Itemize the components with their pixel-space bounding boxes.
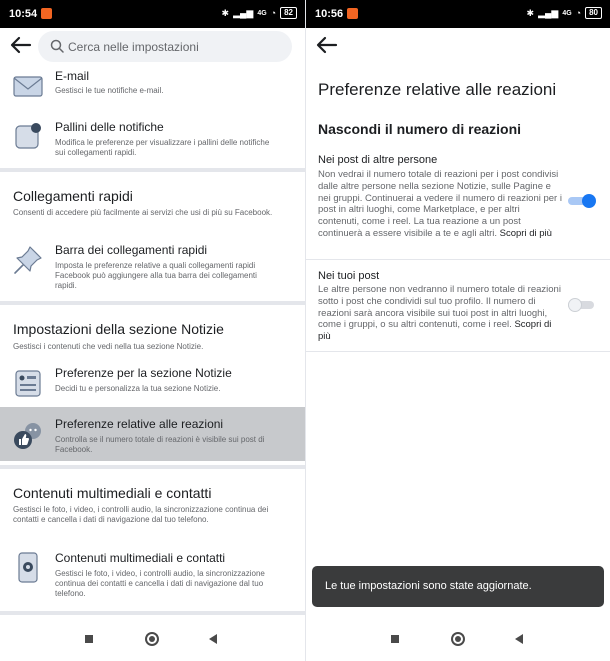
status-time: 10:54 <box>9 8 38 20</box>
toast-message: Le tue impostazioni sono state aggiornate. <box>325 580 532 592</box>
bluetooth-icon: ✱ <box>526 7 535 18</box>
reactions-icon <box>12 419 44 451</box>
reaction-preferences-title: Preferenze relative alle reazioni <box>55 417 224 431</box>
search-icon <box>50 39 64 53</box>
network-type: 4G <box>257 9 267 17</box>
battery-icon: 82 <box>280 7 297 19</box>
notification-dot-icon <box>12 120 44 152</box>
reaction-preferences-item[interactable] <box>0 407 305 461</box>
android-nav-bar <box>0 617 305 661</box>
status-icons <box>527 7 602 19</box>
reaction-preferences-pane <box>306 0 610 661</box>
section-divider <box>0 168 305 172</box>
shortcuts-section-title: Collegamenti rapidi <box>13 188 133 204</box>
media-section-desc: Gestisci le foto, i video, i controlli audio, la sincronizzazione continua dei contatti e cancella i dati di navigazione dal tuo telefono. <box>13 505 269 524</box>
status-icons <box>222 7 297 19</box>
media-contacts-desc: Gestisci le foto, i video, i controlli audio, la sincronizzazione continua dei contatti e cancella i dati di navigazione dal tuo telefono. <box>55 569 265 598</box>
news-section-desc: Gestisci i contenuti che vedi nella tua sezione Notizie. <box>13 342 204 351</box>
your-posts-toggle[interactable] <box>568 298 596 312</box>
others-posts-description <box>318 169 563 240</box>
recent-apps-button[interactable] <box>391 635 399 643</box>
email-title: E-mail <box>55 69 90 83</box>
status-bar <box>306 0 610 28</box>
wifi-icon: ◔ <box>270 8 277 18</box>
learn-more-link[interactable]: Scopri di più <box>318 319 552 343</box>
reaction-preferences-desc: Controlla se il numero totale di reazioni è visibile sui post di Facebook. <box>55 435 265 454</box>
system-back-button[interactable] <box>209 634 217 644</box>
status-time: 10:56 <box>315 8 344 20</box>
section-subtitle: Nascondi il numero di reazioni <box>318 121 522 137</box>
notification-icon <box>347 8 358 19</box>
signal-icon: ▂▄▆ <box>538 7 559 18</box>
divider <box>306 259 610 260</box>
phone-settings-icon <box>12 551 44 583</box>
search-input[interactable] <box>38 31 292 62</box>
pin-icon <box>12 244 44 276</box>
media-contacts-title: Contenuti multimediali e contatti <box>55 551 226 565</box>
envelope-icon <box>12 70 44 102</box>
notification-dots-desc: Modifica le preferenze per visualizzare i pallini delle notifiche sui collegamenti rapidi. <box>55 138 270 157</box>
shortcuts-bar-desc: Imposta le preferenze relative a quali collegamenti rapidi Facebook può aggiungere alla tua barra dei collegamenti rapidi. <box>55 261 257 290</box>
network-type: 4G <box>562 9 572 17</box>
others-posts-title: Nei post di altre persone <box>318 154 438 166</box>
email-desc: Gestisci le tue notifiche e-mail. <box>55 86 164 95</box>
learn-more-link[interactable]: Scopri di più <box>499 227 552 239</box>
news-feed-icon <box>12 367 44 399</box>
your-posts-description <box>318 284 563 343</box>
section-divider <box>0 611 305 615</box>
toggle-knob <box>582 194 596 208</box>
back-arrow-icon[interactable] <box>316 36 338 54</box>
notification-dots-title: Pallini delle notifiche <box>55 120 164 134</box>
top-bar <box>306 28 610 64</box>
notification-icon <box>41 8 52 19</box>
shortcuts-section-desc: Consenti di accedere più facilmente ai servizi che usi di più su Facebook. <box>13 208 273 217</box>
others-posts-toggle[interactable] <box>568 194 596 208</box>
news-preferences-desc: Decidi tu e personalizza la tua sezione Notizie. <box>55 384 221 393</box>
search-placeholder: Cerca nelle impostazioni <box>68 40 199 54</box>
media-section-title: Contenuti multimediali e contatti <box>13 485 212 501</box>
your-posts-body: Le altre persone non vedranno il numero totale di reazioni sotto i post che condividi sul tuo profilo. Il numero di reazioni sarà ancora visibile sui tuoi post in altri luoghi, come i gruppi, o su altri contenuti, come i reel. <box>318 284 561 331</box>
bluetooth-icon: ✱ <box>221 7 230 18</box>
signal-icon: ▂▄▆ <box>233 7 254 18</box>
android-nav-bar <box>306 617 610 661</box>
system-back-button[interactable] <box>515 634 523 644</box>
wifi-icon: ◔ <box>575 8 582 18</box>
your-posts-title: Nei tuoi post <box>318 270 380 282</box>
divider <box>306 351 610 352</box>
home-button[interactable] <box>451 632 465 646</box>
settings-updated-toast <box>312 566 604 607</box>
news-preferences-title: Preferenze per la sezione Notizie <box>55 366 232 380</box>
news-section-title: Impostazioni della sezione Notizie <box>13 321 224 337</box>
status-bar <box>0 0 305 28</box>
section-divider <box>0 301 305 305</box>
home-button[interactable] <box>145 632 159 646</box>
recent-apps-button[interactable] <box>85 635 93 643</box>
top-bar <box>0 28 305 64</box>
back-arrow-icon[interactable] <box>10 36 32 54</box>
section-divider <box>0 465 305 469</box>
page-title: Preferenze relative alle reazioni <box>318 80 557 99</box>
others-posts-body: Non vedrai il numero totale di reazioni per i post condivisi dalle altre persone nella sezione Notizie, sulle Pagine e nei gruppi. Continuerai a vedere il numero di reazioni per i post in altri luoghi, come Marketplace, e per altri contenuti, come i reel. La tua reazione a un post continuerà a essere visibile a te e agli altri. <box>318 169 562 239</box>
shortcuts-bar-title: Barra dei collegamenti rapidi <box>55 243 208 257</box>
toggle-knob <box>568 298 582 312</box>
battery-icon: 80 <box>585 7 602 19</box>
